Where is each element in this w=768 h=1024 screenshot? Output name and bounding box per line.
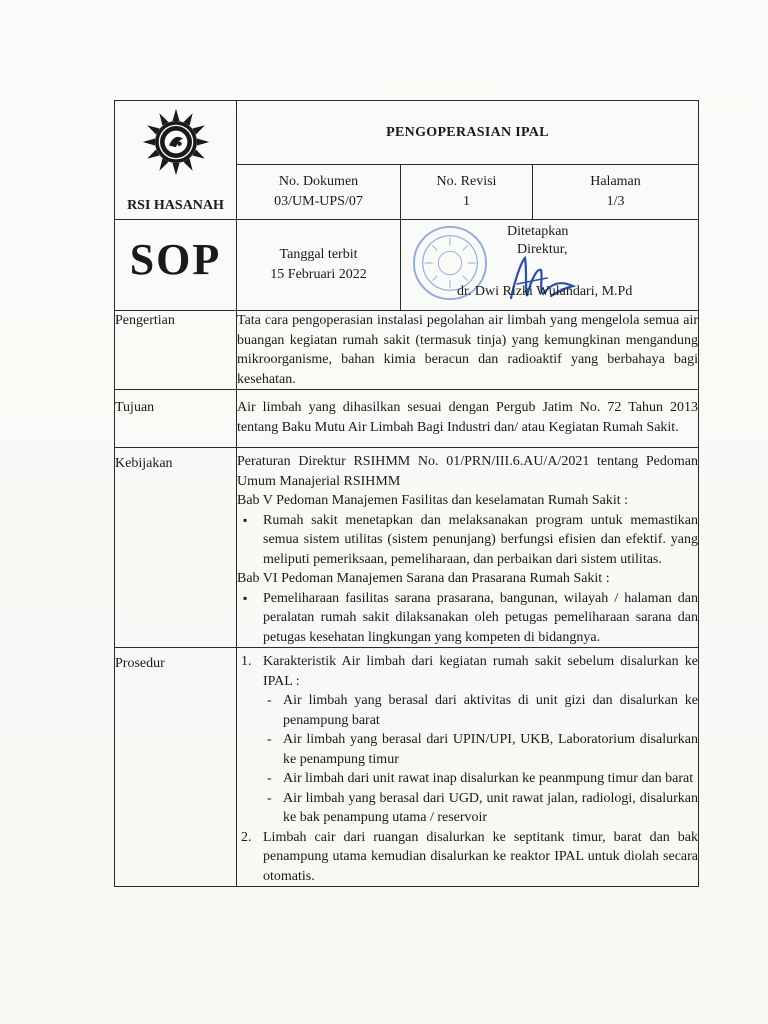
no-revisi-value: 1 [463,193,470,209]
no-dokumen-value: 03/UM-UPS/07 [274,193,363,209]
step-number: 1. [241,654,252,669]
muhammadiyah-sun-logo-icon [115,107,236,184]
pengertian-label: Pengertian [115,311,237,390]
no-revisi-label: No. Revisi [436,173,497,189]
kebijakan-content [237,448,699,648]
list-item: - Air limbah dari unit rawat inap disalurkan ke peanmpung timur dan barat [263,769,698,789]
step-number: 2. [241,829,252,845]
sop-label-cell [115,220,237,311]
halaman-value: 1/3 [606,193,625,209]
kebijakan-label: Kebijakan [115,448,237,648]
pengertian-text: Tata cara pengoperasian instalasi pegolahan air limbah yang mengelola semua air buangan kegiatan rumah sakit (termasuk tinja) yang kemungkinan mengandung mikroorganisme, bahan kimia beracun dan radioaktif yang berbahaya bagi kesehatan. [237,313,699,387]
tanggal-terbit-value: 15 Februari 2022 [270,267,367,282]
prosedur-label: Prosedur [115,648,237,887]
tujuan-text: Air limbah yang dihasilkan sesuai dengan Pergub Jatim No. 72 Tahun 2013 tentang Baku Mutu Air Limbah Bagi Industri dan/ atau Kegiatan Rumah Sakit. [237,400,699,435]
prosedur-step-1 [237,652,698,828]
kebijakan-bab6-list [237,589,698,648]
halaman-cell [533,164,699,219]
director-name: dr. Dwi Rizki Wulandari, M.Pd [457,284,633,299]
document-title: PENGOPERASIAN IPAL [237,101,699,165]
logo-cell [115,101,237,220]
list-item: ▪ Rumah sakit menetapkan dan melaksanakan program untuk memastikan semua sistem utilitas (sistem penunjang) berfungsi efisien dan efektif. yang meliputi pemeriksaan, pemeliharaan, dan perbaikan dari sistem utilitas. [237,511,698,570]
kebijakan-bab5-title: Bab V Pedoman Manajemen Fasilitas dan keselamatan Rumah Sakit : [237,493,629,508]
step-text: Karakteristik Air limbah dari kegiatan rumah sakit sebelum disalurkan ke IPAL : [263,654,699,689]
prosedur-content [237,648,699,887]
step-text: Limbah cair dari ruangan disalurkan ke septitank timur, barat dan bak penampung utama kemudian disalurkan ke reaktor IPAL untuk diolah secara otomatis. [263,829,699,884]
pengertian-content [237,311,699,390]
kebijakan-bab6-title: Bab VI Pedoman Manajemen Sarana dan Prasarana Rumah Sakit : [237,571,610,586]
tanggal-terbit-cell [237,220,401,311]
tujuan-content [237,390,699,448]
list-item: ▪ Pemeliharaan fasilitas sarana prasarana, bangunan, wilayah / halaman dan peralatan rumah sakit dilaksanakan oleh petugas pemeliharaan sarana dan petugas kesehatan lingkungan yang kompeten di bidangnya. [237,589,698,648]
tujuan-label: Tujuan [115,390,237,448]
no-dokumen-label: No. Dokumen [278,173,359,189]
list-item: - Air limbah yang berasal dari UPIN/UPI, UKB, Laboratorium disalurkan ke penampung timur [263,730,698,769]
prosedur-steps [237,652,698,886]
prosedur-step-1-items [263,691,698,828]
kebijakan-intro: Peraturan Direktur RSIHMM No. 01/PRN/III.6.AU/A/2021 tentang Pedoman Umum Manajerial RSIHMM [237,454,699,489]
approval-line-1: Ditetapkan [507,224,569,239]
list-item: - Air limbah yang berasal dari aktivitas di unit gizi dan disalurkan ke penampung barat [263,691,698,730]
no-revisi-cell [401,164,533,219]
prosedur-step-2 [237,828,698,887]
kebijakan-bab5-list [237,511,698,570]
sop-document-table [114,100,699,887]
sop-label: SOP [129,234,222,284]
tanggal-terbit-label: Tanggal terbit [279,247,358,262]
approval-cell [401,220,699,311]
approval-line-2: Direktur, [517,242,568,257]
organization-name: RSI HASANAH [127,197,224,213]
halaman-label: Halaman [590,173,641,189]
list-item: - Air limbah yang berasal dari UGD, unit rawat jalan, radiologi, disalurkan ke bak penampung utama / reservoir [263,789,698,828]
no-dokumen-cell [237,164,401,219]
